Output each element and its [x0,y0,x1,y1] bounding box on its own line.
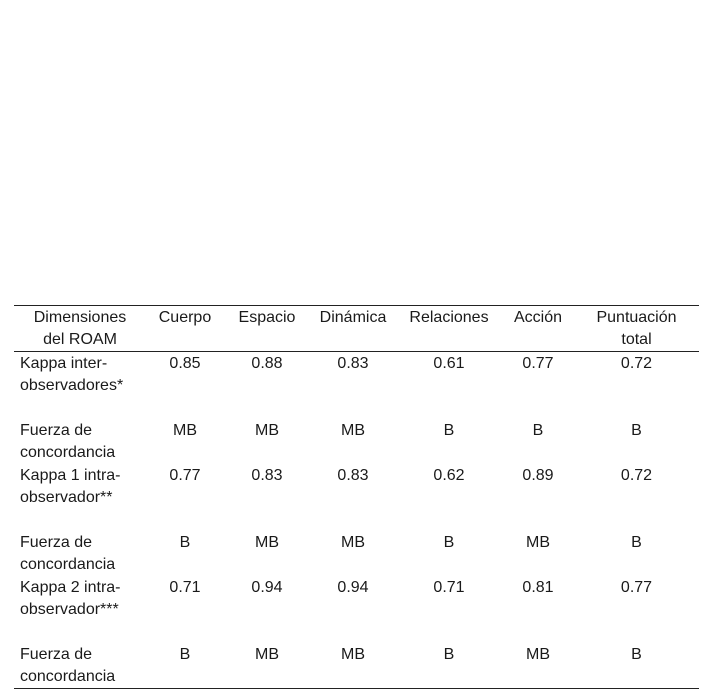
header-cuerpo: Cuerpo [158,309,212,326]
header-accion: Acción [513,309,563,326]
cell-relaciones: B [443,422,455,439]
cell-relaciones: 0.62 [433,467,465,484]
cell-relaciones: B [443,534,455,551]
table-row-kappa-intra-1 [14,464,699,532]
cell-accion: B [532,422,544,439]
cell-espacio: 0.94 [251,579,283,596]
cell-cuerpo: 0.71 [169,579,201,596]
row-label: Kappa 1 intra- observador** [20,467,121,506]
table-row-kappa-intra-2 [14,576,699,644]
table-row-fuerza-inter [14,420,699,464]
row-label: Fuerza de concordancia [20,534,116,573]
cell-dinamica: MB [341,422,365,439]
header-row [14,306,699,352]
header-espacio: Espacio [238,309,296,326]
cell-dinamica: MB [341,534,365,551]
cell-cuerpo: MB [173,422,197,439]
cell-espacio: 0.88 [251,355,283,372]
table-body [14,352,699,689]
cell-espacio: MB [255,646,279,663]
row-label: Kappa 2 intra- observador*** [20,579,121,618]
cell-dinamica: 0.94 [337,579,369,596]
cell-accion: MB [526,646,550,663]
cell-accion: 0.81 [522,579,554,596]
cell-espacio: MB [255,534,279,551]
table-row-kappa-inter [14,352,699,421]
cell-puntuacion-total: B [631,646,642,663]
cell-cuerpo: B [179,646,191,663]
header-puntuacion-total: Puntuación total [596,309,677,348]
table-header [14,306,699,352]
cell-puntuacion-total: 0.77 [620,579,653,596]
cell-accion: MB [526,534,550,551]
cell-dinamica: 0.83 [337,467,369,484]
table-row-fuerza-intra-1 [14,532,699,576]
cell-espacio: 0.83 [251,467,283,484]
table-row-fuerza-intra-2 [14,644,699,689]
cell-accion: 0.89 [522,467,554,484]
cell-relaciones: 0.61 [433,355,465,372]
cell-dinamica: 0.83 [337,355,369,372]
row-label: Kappa inter- observadores* [20,355,124,394]
cell-puntuacion-total: 0.72 [620,467,653,484]
cell-puntuacion-total: B [631,422,642,439]
header-dimensiones: Dimensiones del ROAM [33,309,127,348]
cell-espacio: MB [255,422,279,439]
cell-cuerpo: B [179,534,191,551]
row-label: Fuerza de concordancia [20,646,116,685]
cell-accion: 0.77 [522,355,554,372]
cell-cuerpo: 0.85 [169,355,201,372]
header-dinamica: Dinámica [319,309,387,326]
row-label: Fuerza de concordancia [20,422,116,461]
header-relaciones: Relaciones [409,309,489,326]
cell-puntuacion-total: B [631,534,642,551]
cell-cuerpo: 0.77 [169,467,201,484]
cell-puntuacion-total: 0.72 [620,355,653,372]
cell-relaciones: 0.71 [433,579,465,596]
cell-dinamica: MB [341,646,365,663]
roam-kappa-table [14,305,699,689]
cell-relaciones: B [443,646,455,663]
